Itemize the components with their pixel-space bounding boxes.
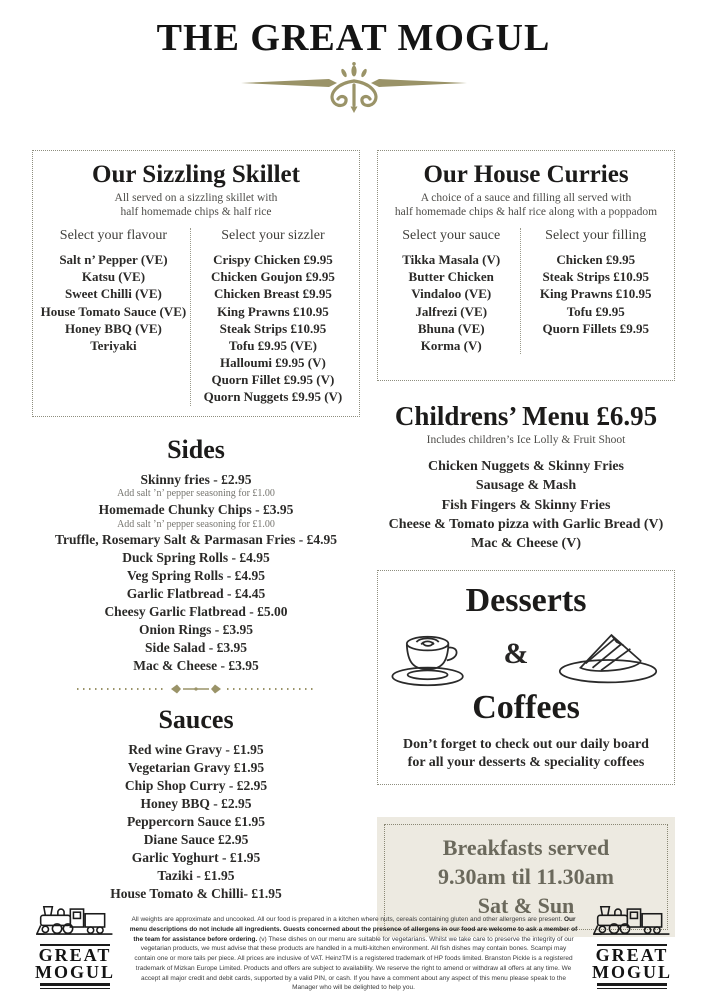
steam-train-icon bbox=[36, 902, 114, 938]
sides-item-row bbox=[32, 471, 360, 501]
masthead bbox=[0, 0, 707, 119]
breakfasts-line: Sat & Sun bbox=[477, 892, 575, 918]
sizzler-header: Select your sizzler bbox=[221, 228, 325, 244]
sauces-section bbox=[32, 705, 360, 903]
menu-item-note: Add salt ’n’ pepper seasoning for £1.00 bbox=[117, 518, 275, 530]
menu-item: Tofu £9.95 (VE) bbox=[228, 337, 317, 353]
flourish-ornament-icon bbox=[239, 62, 469, 114]
right-column bbox=[377, 150, 675, 937]
sides-item-row bbox=[32, 501, 360, 531]
logo-rule-double bbox=[40, 983, 110, 989]
desserts-middle-row bbox=[386, 618, 666, 690]
menu-item-note: Add salt ’n’ pepper seasoning for £1.00 bbox=[117, 488, 275, 500]
menu-item: House Tomato & Chilli- £1.95 bbox=[110, 885, 282, 901]
sizzler-list bbox=[193, 251, 353, 405]
menu-item: Duck Spring Rolls - £4.95 bbox=[122, 550, 270, 566]
menu-item: Chicken Nuggets & Skinny Fries bbox=[427, 459, 625, 475]
menu-item: Honey BBQ (VE) bbox=[65, 320, 162, 336]
menu-item: Vindaloo (VE) bbox=[411, 286, 492, 302]
footer-disclaimer bbox=[130, 902, 578, 993]
coffee-cup-icon bbox=[386, 618, 474, 690]
house-curries-title: Our House Curries bbox=[423, 161, 629, 188]
subtitle-line: half homemade chips & half rice bbox=[120, 205, 272, 218]
disclaimer-text: All weights are approximate and uncooked. All our food is prepared in a kitchen where nuts, cereals containing gluten and other allergens are present. bbox=[131, 916, 564, 923]
desserts-note bbox=[386, 736, 666, 772]
menu-item: Tikka Masala (V) bbox=[402, 252, 501, 268]
menu-item: Red wine Gravy - £1.95 bbox=[128, 742, 264, 758]
menu-item: Salt n’ Pepper (VE) bbox=[59, 252, 168, 268]
breakfasts-line: Breakfasts served bbox=[442, 835, 610, 861]
menu-item: Honey BBQ - £2.95 bbox=[140, 795, 252, 811]
sides-section bbox=[32, 435, 360, 676]
desserts-note-line: for all your desserts & speciality coffees bbox=[407, 755, 645, 771]
flourish-wrap bbox=[0, 62, 707, 119]
menu-item: Mac & Cheese (V) bbox=[470, 536, 581, 552]
menu-item: Halloumi £9.95 (V) bbox=[220, 355, 326, 371]
childrens-menu-subtitle: Includes children’s Ice Lolly & Fruit Shoot bbox=[426, 434, 626, 447]
childrens-menu-section bbox=[377, 401, 675, 554]
logo-text-top: GREAT bbox=[38, 945, 112, 965]
sides-item-row bbox=[32, 531, 360, 549]
footer bbox=[0, 902, 707, 993]
menu-item: Jalfrezi (VE) bbox=[415, 303, 488, 319]
page-title: THE GREAT MOGUL bbox=[156, 17, 551, 59]
menu-item: Fish Fingers & Skinny Fries bbox=[441, 497, 611, 513]
sizzling-skillet-title: Our Sizzling Skillet bbox=[92, 161, 300, 188]
menu-item: Cheese & Tomato pizza with Garlic Bread (V) bbox=[388, 517, 664, 532]
menu-item: Steak Strips £10.95 bbox=[219, 320, 327, 336]
desserts-note-line: Don’t forget to check out our daily board bbox=[403, 737, 649, 752]
desserts-word: Desserts bbox=[465, 581, 587, 619]
menu-item: Tofu £9.95 bbox=[566, 303, 625, 319]
logo-text-bottom: MOGUL bbox=[592, 962, 672, 983]
menu-item: Chip Shop Curry - £2.95 bbox=[124, 777, 268, 793]
sizzling-skillet-subtitle bbox=[37, 192, 355, 219]
menu-item: Quorn Nuggets £9.95 (V) bbox=[203, 389, 343, 405]
sides-item-row bbox=[32, 567, 360, 585]
curries-columns bbox=[382, 228, 670, 354]
house-curries-subtitle bbox=[382, 192, 670, 219]
menu-item: Chicken Goujon £9.95 bbox=[210, 269, 335, 285]
menu-item: Steak Strips £10.95 bbox=[542, 269, 649, 285]
menu-item: Quorn Fillet £9.95 (V) bbox=[211, 372, 335, 388]
flavour-column bbox=[37, 228, 190, 405]
menu-item: Chicken Breast £9.95 bbox=[214, 286, 332, 302]
menu-item: House Tomato Sauce (VE) bbox=[40, 303, 187, 319]
menu-item: Skinny fries - £2.95 bbox=[140, 471, 252, 487]
childrens-menu-list bbox=[377, 457, 675, 554]
sides-item-row bbox=[32, 549, 360, 567]
menu-item: King Prawns £10.95 bbox=[217, 303, 329, 319]
menu-item: Crispy Chicken £9.95 bbox=[213, 252, 333, 268]
logo-text-top: GREAT bbox=[595, 945, 669, 965]
menu-item: Homemade Chunky Chips - £3.95 bbox=[98, 501, 294, 517]
menu-item: Korma (V) bbox=[420, 337, 482, 353]
logo-text-bottom: MOGUL bbox=[35, 962, 115, 983]
menu-item: Veg Spring Rolls - £4.95 bbox=[127, 568, 265, 584]
sizzling-skillet-box bbox=[32, 150, 360, 417]
sides-item-row bbox=[32, 639, 360, 657]
curry-filling-list bbox=[523, 251, 668, 337]
sides-item-row bbox=[32, 621, 360, 639]
sides-item-row bbox=[32, 603, 360, 621]
menu-item: Sausage & Mash bbox=[475, 478, 577, 494]
curry-sauce-list bbox=[384, 251, 518, 354]
menu-item: Quorn Fillets £9.95 bbox=[542, 320, 649, 336]
divider-ornament-icon bbox=[71, 682, 321, 696]
menu-item: Diane Sauce £2.95 bbox=[143, 831, 249, 847]
sauces-title: Sauces bbox=[158, 705, 234, 735]
menu-item: Side Salad - £3.95 bbox=[144, 640, 248, 656]
subtitle-line: All served on a sizzling skillet with bbox=[114, 192, 278, 204]
desserts-ampersand: & bbox=[503, 637, 529, 671]
great-mogul-logo bbox=[591, 902, 673, 989]
menu-item: Peppercorn Sauce £1.95 bbox=[126, 813, 266, 829]
sauces-list bbox=[32, 741, 360, 903]
menu-item: Katsu (VE) bbox=[81, 269, 146, 285]
menu-item: Truffle, Rosemary Salt & Parmasan Fries - £4.95 bbox=[54, 532, 338, 548]
menu-item: Garlic Flatbread - £4.45 bbox=[126, 586, 266, 602]
flavour-list bbox=[39, 251, 188, 354]
menu-item: Vegetarian Gravy £1.95 bbox=[127, 760, 265, 776]
left-column bbox=[32, 150, 360, 903]
steam-train-icon bbox=[593, 902, 671, 938]
disclaimer-bold-text: Our menu descriptions do not include all ingredients. Guests concerned about the presence of allergens in our food are welcome to ask a member of the team for assistance before ordering. bbox=[129, 916, 578, 943]
desserts-coffees-box bbox=[377, 570, 675, 786]
great-mogul-logo bbox=[34, 902, 116, 989]
cake-slice-icon bbox=[554, 623, 662, 685]
sizzler-column bbox=[190, 228, 355, 405]
disclaimer-text: (v) These dishes on our menu are suitable for vegetarians. Whilst we take care to preserve the integrity of our vegetarian products, we must advise that these products are handled in a multi-kitchen environment. All fish dishes may contain bones. Scampi may contain one or more tails per piece. All prices are inclusive of VAT. HeinzTM is a registered trademark of HP foods limited. Branston Pickle is a registered trademark of Mizkan Europe Limited. Products and offers are subject to availability. We reserve the right to amend or withdraw all offers at any time. We accept all major credit and debit cards, supported by a valid PIN, or cash. If you have a comment about any aspect of this menu please speak to the Manager who will be delighted to help you. bbox=[134, 935, 574, 992]
menu-item: Chicken £9.95 bbox=[556, 252, 636, 268]
sides-title: Sides bbox=[167, 434, 225, 464]
menu-item: Onion Rings - £3.95 bbox=[138, 622, 254, 638]
flavour-header: Select your flavour bbox=[59, 228, 168, 244]
sides-item-row bbox=[32, 657, 360, 675]
logo-rule-double bbox=[597, 983, 667, 989]
sauce-column bbox=[382, 228, 520, 354]
house-curries-box bbox=[377, 150, 675, 381]
subtitle-line: half homemade chips & half rice along with a poppadom bbox=[394, 205, 658, 218]
coffees-word: Coffees bbox=[472, 689, 580, 727]
menu-item: Taziki - £1.95 bbox=[157, 867, 235, 883]
subtitle-line: A choice of a sauce and filling all served with bbox=[420, 192, 632, 204]
menu-item: Teriyaki bbox=[90, 337, 137, 353]
menu-item: Cheesy Garlic Flatbread - £5.00 bbox=[104, 604, 288, 620]
skillet-columns bbox=[37, 228, 355, 405]
sides-item-row bbox=[32, 585, 360, 603]
menu-item: Butter Chicken bbox=[408, 269, 494, 285]
menu-item: Garlic Yoghurt - £1.95 bbox=[131, 849, 261, 865]
filling-header: Select your filling bbox=[545, 228, 647, 244]
childrens-menu-title: Childrens’ Menu £6.95 bbox=[394, 401, 658, 432]
breakfasts-line: 9.30am til 11.30am bbox=[438, 863, 614, 889]
menu-item: Bhuna (VE) bbox=[417, 320, 485, 336]
section-divider bbox=[32, 682, 360, 701]
sauce-header: Select your sauce bbox=[402, 228, 501, 244]
filling-column bbox=[520, 228, 670, 354]
menu-item: King Prawns £10.95 bbox=[539, 286, 652, 302]
sides-list bbox=[32, 471, 360, 676]
menu-item: Sweet Chilli (VE) bbox=[65, 286, 162, 302]
menu-item: Mac & Cheese - £3.95 bbox=[133, 658, 259, 674]
